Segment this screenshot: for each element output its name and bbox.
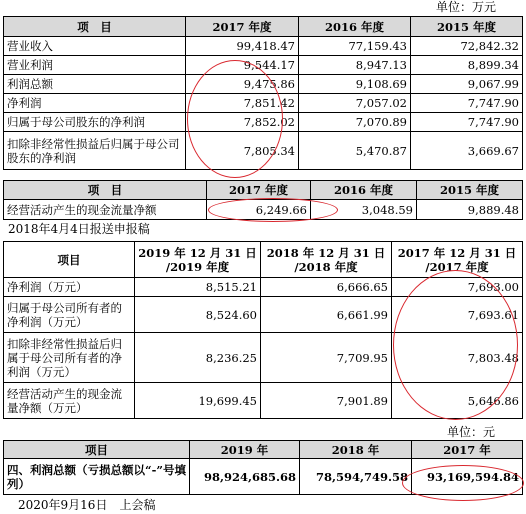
cell-value: 19,699.45 bbox=[135, 383, 261, 419]
table-row bbox=[4, 37, 523, 56]
cell-value: 9,544.17 bbox=[186, 56, 299, 75]
header-2019: 2019 年 bbox=[190, 441, 300, 459]
cell-value: 7,057.02 bbox=[299, 94, 411, 113]
cell-value: 3,048.59 bbox=[311, 200, 417, 220]
table-row bbox=[4, 333, 523, 383]
cell-value: 8,524.60 bbox=[135, 297, 261, 333]
header-2017: 2017 年 12 月 31 日 /2017 年度 bbox=[392, 242, 523, 278]
table-header-row bbox=[4, 242, 523, 278]
header-2017: 2017 年度 bbox=[207, 181, 311, 200]
cell-value: 7,693.61 bbox=[392, 297, 523, 333]
cell-value: 8,236.25 bbox=[135, 333, 261, 383]
cell-value: 7,805.34 bbox=[186, 132, 299, 170]
caption-2018-filing: 2018年4月4日报送申报稿 bbox=[8, 222, 150, 236]
table-row bbox=[4, 200, 523, 220]
table-2015-2017-cashflow bbox=[3, 180, 523, 220]
row-label: 净利润 bbox=[4, 94, 186, 113]
table-header-row bbox=[4, 17, 523, 37]
table-row bbox=[4, 75, 523, 94]
caption-2020-listing: 2020年9月16日 上会稿 bbox=[18, 498, 156, 512]
header-2016: 2016 年度 bbox=[311, 181, 417, 200]
row-label: 归属于母公司所有者的净利润（万元） bbox=[4, 297, 135, 333]
cell-value: 7,852.02 bbox=[186, 113, 299, 132]
row-label: 营业收入 bbox=[4, 37, 186, 56]
cell-value: 6,666.65 bbox=[261, 278, 392, 297]
table-2015-2017-profit bbox=[3, 16, 523, 170]
header-2015: 2015 年度 bbox=[417, 181, 523, 200]
row-label: 经营活动产生的现金流量净额 bbox=[4, 200, 207, 220]
table-row bbox=[4, 94, 523, 113]
table-row bbox=[4, 278, 523, 297]
unit-label-t1: 单位：万元 bbox=[436, 0, 497, 14]
cell-value: 7,070.89 bbox=[299, 113, 411, 132]
table-2017-2019-profit bbox=[3, 241, 523, 419]
cell-value: 8,947.13 bbox=[299, 56, 411, 75]
cell-value: 77,159.43 bbox=[299, 37, 411, 56]
table-row bbox=[4, 56, 523, 75]
cell-value: 5,646.86 bbox=[392, 383, 523, 419]
cell-value: 9,067.99 bbox=[411, 75, 523, 94]
cell-value: 9,889.48 bbox=[417, 200, 523, 220]
unit-label-t4: 单位：元 bbox=[447, 425, 496, 439]
cell-value: 9,475.86 bbox=[186, 75, 299, 94]
row-label: 四、利润总额（亏损总额以“-”号填列） bbox=[4, 459, 190, 495]
table-row bbox=[4, 132, 523, 170]
cell-value: 7,803.48 bbox=[392, 333, 523, 383]
header-item: 项目 bbox=[4, 242, 135, 278]
row-label: 扣除非经常性损益后归属于母公司所有者的净利润（万元） bbox=[4, 333, 135, 383]
row-label: 营业利润 bbox=[4, 56, 186, 75]
cell-value: 8,899.34 bbox=[411, 56, 523, 75]
cell-value: 7,747.90 bbox=[411, 113, 523, 132]
cell-value: 8,515.21 bbox=[135, 278, 261, 297]
cell-value: 7,901.89 bbox=[261, 383, 392, 419]
header-item: 项 目 bbox=[4, 17, 186, 37]
cell-value: 6,661.99 bbox=[261, 297, 392, 333]
table-header-row bbox=[4, 441, 523, 459]
cell-value: 99,418.47 bbox=[186, 37, 299, 56]
row-label: 净利润（万元） bbox=[4, 278, 135, 297]
cell-value: 5,470.87 bbox=[299, 132, 411, 170]
row-label: 归属于母公司股东的净利润 bbox=[4, 113, 186, 132]
header-2019: 2019 年 12 月 31 日 /2019 年度 bbox=[135, 242, 261, 278]
header-item: 项目 bbox=[4, 441, 190, 459]
cell-value: 9,108.69 bbox=[299, 75, 411, 94]
cell-value: 72,842.32 bbox=[411, 37, 523, 56]
header-2016: 2016 年度 bbox=[299, 17, 411, 37]
header-item: 项 目 bbox=[4, 181, 207, 200]
row-label: 利润总额 bbox=[4, 75, 186, 94]
cell-value: 3,669.67 bbox=[411, 132, 523, 170]
cell-value: 7,709.95 bbox=[261, 333, 392, 383]
cell-value: 7,693.00 bbox=[392, 278, 523, 297]
header-2017: 2017 年度 bbox=[186, 17, 299, 37]
header-2018: 2018 年 bbox=[300, 441, 412, 459]
cell-value: 6,249.66 bbox=[207, 200, 311, 220]
row-label: 经营活动产生的现金流量净额（万元） bbox=[4, 383, 135, 419]
cell-value: 98,924,685.68 bbox=[190, 459, 300, 495]
header-2015: 2015 年度 bbox=[411, 17, 523, 37]
cell-value: 7,851.42 bbox=[186, 94, 299, 113]
cell-value: 7,747.90 bbox=[411, 94, 523, 113]
cell-value: 78,594,749.58 bbox=[300, 459, 412, 495]
cell-value: 93,169,594.84 bbox=[412, 459, 523, 495]
row-label: 扣除非经常性损益后归属于母公司股东的净利润 bbox=[4, 132, 186, 170]
table-2017-2019-total-profit bbox=[3, 440, 523, 495]
table-row bbox=[4, 297, 523, 333]
table-header-row bbox=[4, 181, 523, 200]
table-row bbox=[4, 459, 523, 495]
header-2018: 2018 年 12 月 31 日 /2018 年度 bbox=[261, 242, 392, 278]
table-row bbox=[4, 383, 523, 419]
header-2017: 2017 年 bbox=[412, 441, 523, 459]
table-row bbox=[4, 113, 523, 132]
